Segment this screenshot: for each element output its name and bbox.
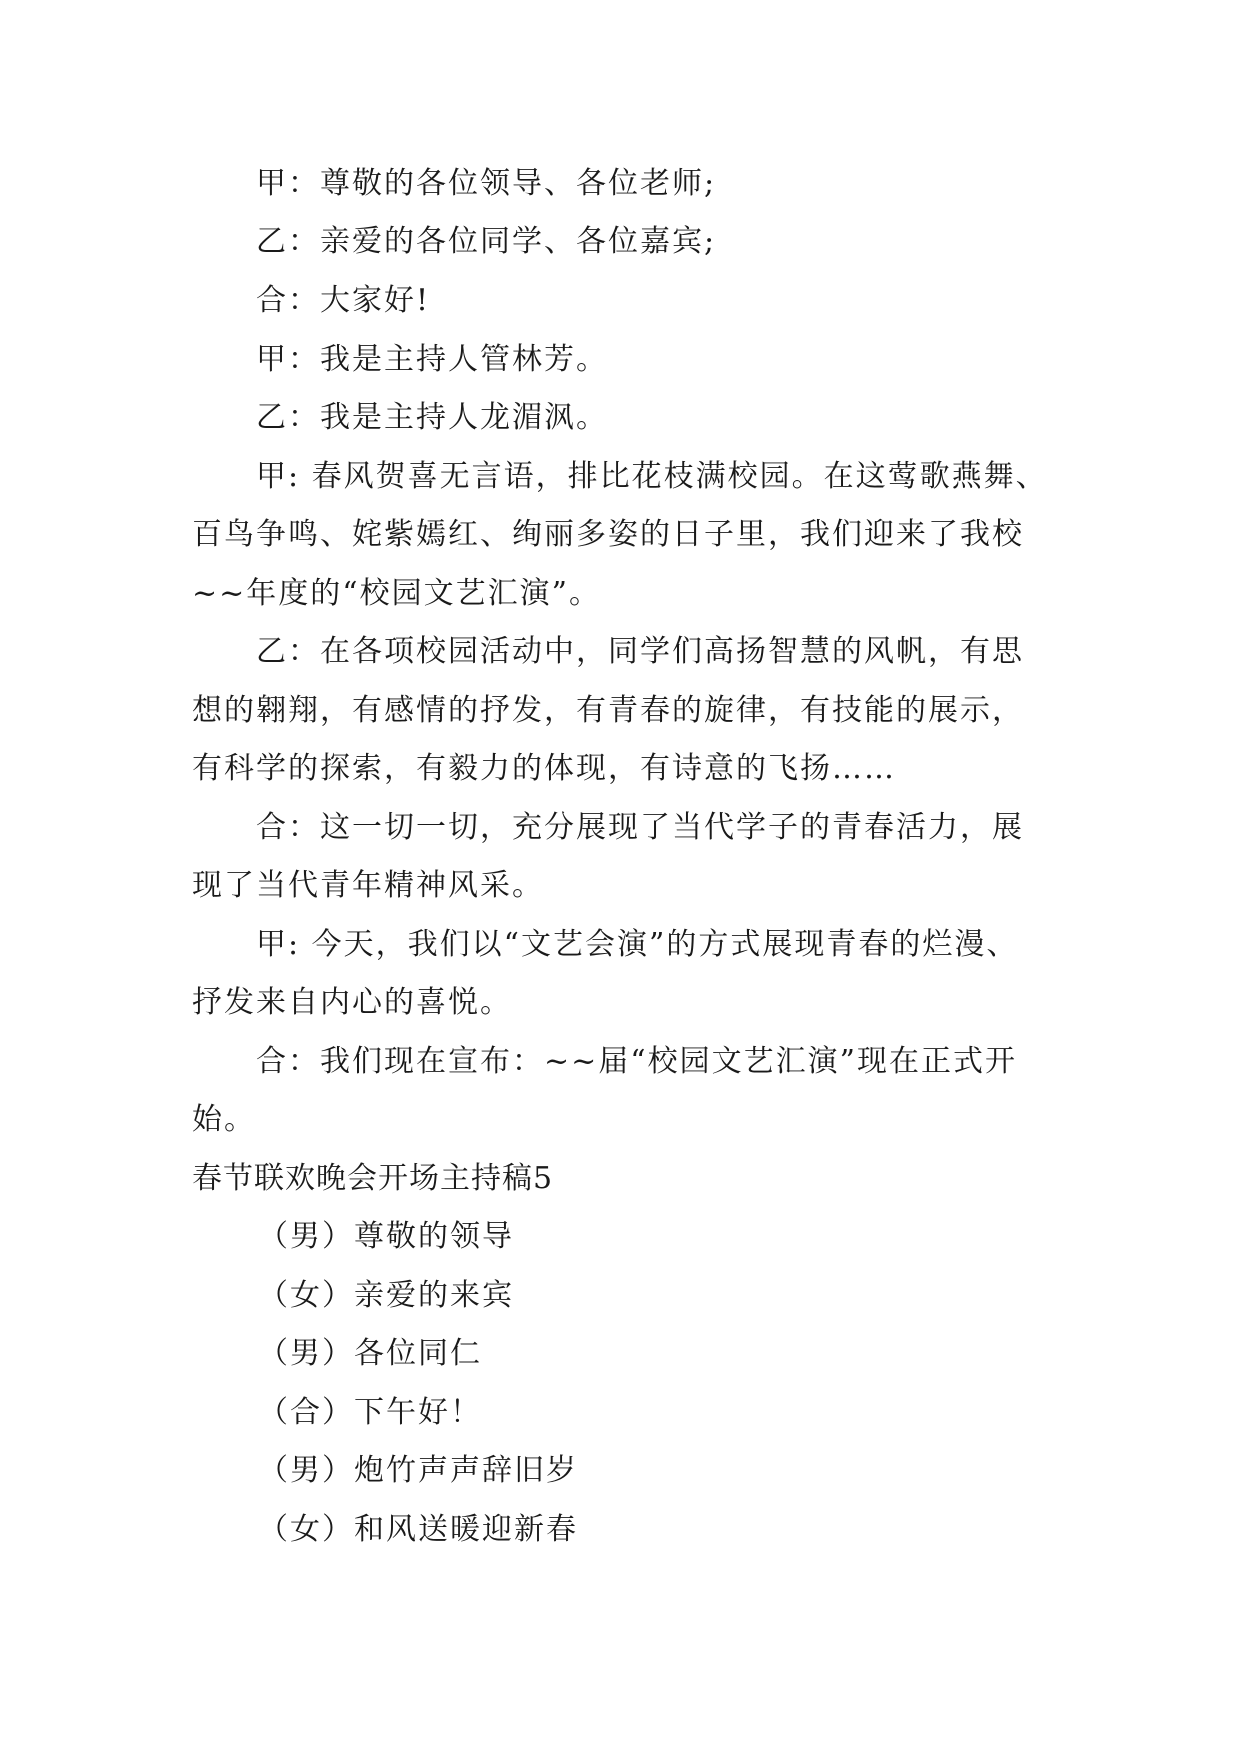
dialogue-line: （女）和风送暖迎新春 (258, 1512, 578, 1547)
section-heading: 春节联欢晚会开场主持稿5 (192, 1161, 554, 1196)
paragraph-line: 合：这一切一切，充分展现了当代学子的青春活力，展 (256, 810, 1024, 845)
paragraph-line: 有科学的探索，有毅力的体现，有诗意的飞扬…… (192, 751, 896, 786)
paragraph-line: 甲: 春风贺喜无言语，排比花枝满校园。在这莺歌燕舞、 (256, 459, 1048, 494)
paragraph-line: 甲: 今天，我们以“文艺会演”的方式展现青春的烂漫、 (256, 927, 1019, 962)
dialogue-line: （合）下午好！ (258, 1395, 482, 1430)
paragraph-line: 乙：在各项校园活动中，同学们高扬智慧的风帆，有思 (256, 634, 1024, 669)
paragraph-line: 百鸟争鸣、姹紫嫣红、绚丽多姿的日子里，我们迎来了我校 (192, 517, 1024, 552)
dialogue-line: 甲：我是主持人管林芳。 (256, 342, 608, 377)
paragraph-line: 抒发来自内心的喜悦。 (192, 985, 512, 1020)
paragraph-line: 始。 (192, 1102, 256, 1137)
dialogue-line: 合：大家好! (256, 283, 431, 318)
dialogue-line: （男）各位同仁 (258, 1336, 482, 1371)
paragraph-line: 合：我们现在宣布：~~届“校园文艺汇演”现在正式开 (256, 1044, 1017, 1079)
dialogue-line: （女）亲爱的来宾 (258, 1278, 514, 1313)
dialogue-line: （男）尊敬的领导 (258, 1219, 514, 1254)
paragraph-line: 想的翱翔，有感情的抒发，有青春的旋律，有技能的展示， (192, 693, 1024, 728)
dialogue-line: （男）炮竹声声辞旧岁 (258, 1453, 578, 1488)
paragraph-line: 现了当代青年精神风采。 (192, 868, 544, 903)
dialogue-line: 甲：尊敬的各位领导、各位老师; (256, 166, 717, 201)
dialogue-line: 乙：我是主持人龙湄沨。 (256, 400, 608, 435)
paragraph-line: ~~年度的“校园文艺汇演”。 (192, 576, 601, 611)
dialogue-line: 乙：亲爱的各位同学、各位嘉宾; (256, 224, 717, 259)
